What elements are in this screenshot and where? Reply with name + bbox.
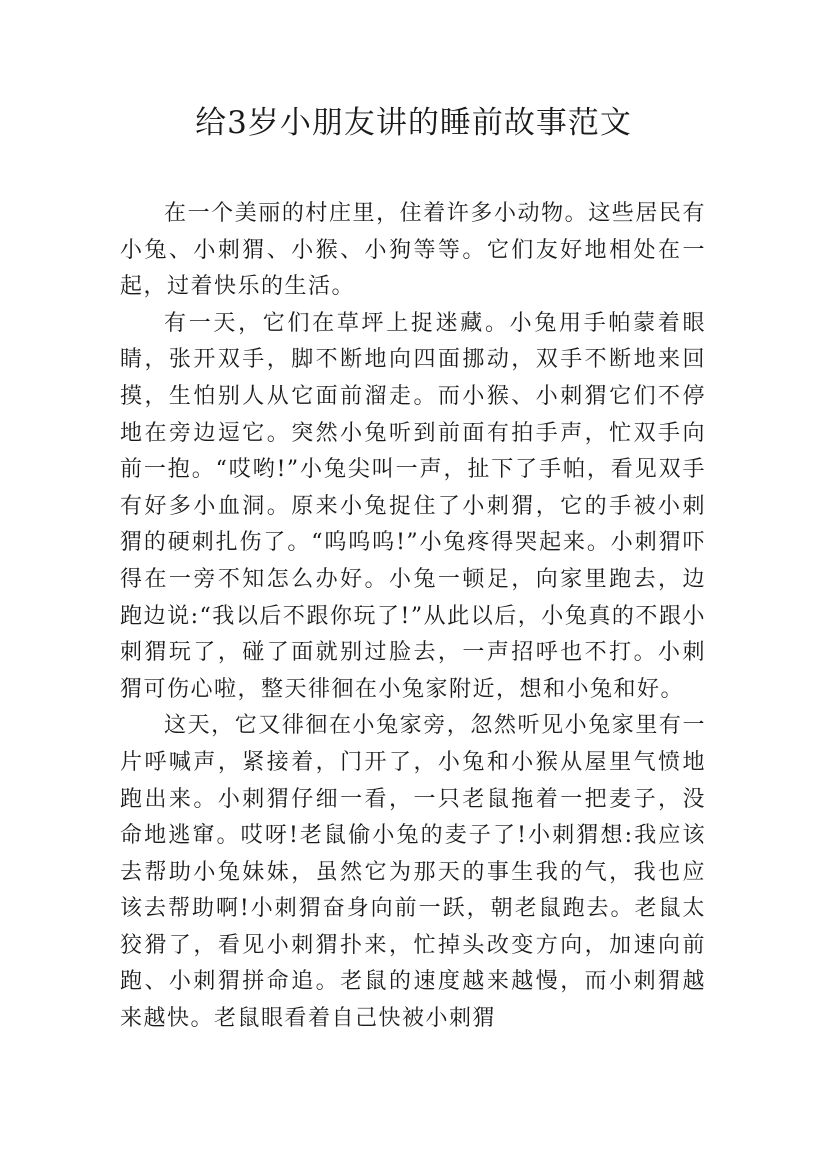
paragraph: 有一天，它们在草坪上捉迷藏。小兔用手帕蒙着眼睛，张开双手，脚不断地向四面挪动，双手不断地来回摸，生怕别人从它面前溜走。而小猴、小刺猬它们不停地在旁边逗它。突然小兔听到前面有拍手声，忙双手向前一抱。“哎哟!”小兔尖叫一声，扯下了手帕，看见双手有好多小血洞。原来小兔捉住了小刺猬，它的手被小刺猬的硬刺扎伤了。“呜呜呜!”小兔疼得哭起来。小刺猬吓得在一旁不知怎么办好。小兔一顿足，向家里跑去，边跑边说:“我以后不跟你玩了!”从此以后，小兔真的不跟小刺猬玩了，碰了面就别过脸去，一声招呼也不打。小刺猬可伤心啦，整天徘徊在小兔家附近，想和小兔和好。	[120, 310, 706, 702]
document-title: 给3岁小朋友讲的睡前故事范文	[195, 105, 632, 141]
paragraph: 在一个美丽的村庄里，住着许多小动物。这些居民有小兔、小刺猬、小猴、小狗等等。它们友好地相处在一起，过着快乐的生活。	[120, 201, 706, 300]
paragraph: 这天，它又徘徊在小兔家旁，忽然听见小兔家里有一片呼喊声，紧接着，门开了，小兔和小猴从屋里气愤地跑出来。小刺猬仔细一看，一只老鼠拖着一把麦子，没命地逃窜。哎呀!老鼠偷小兔的麦子了!小刺猬想:我应该去帮助小兔妹妹，虽然它为那天的事生我的气，我也应该去帮助啊!小刺猬奋身向前一跃，朝老鼠跑去。老鼠太狡猾了，看见小刺猬扑来，忙掉头改变方向，加速向前跑、小刺猬拼命追。老鼠的速度越来越慢，而小刺猬越来越快。老鼠眼看着自己快被小刺猬	[120, 713, 706, 1032]
document-body	[120, 196, 706, 1038]
